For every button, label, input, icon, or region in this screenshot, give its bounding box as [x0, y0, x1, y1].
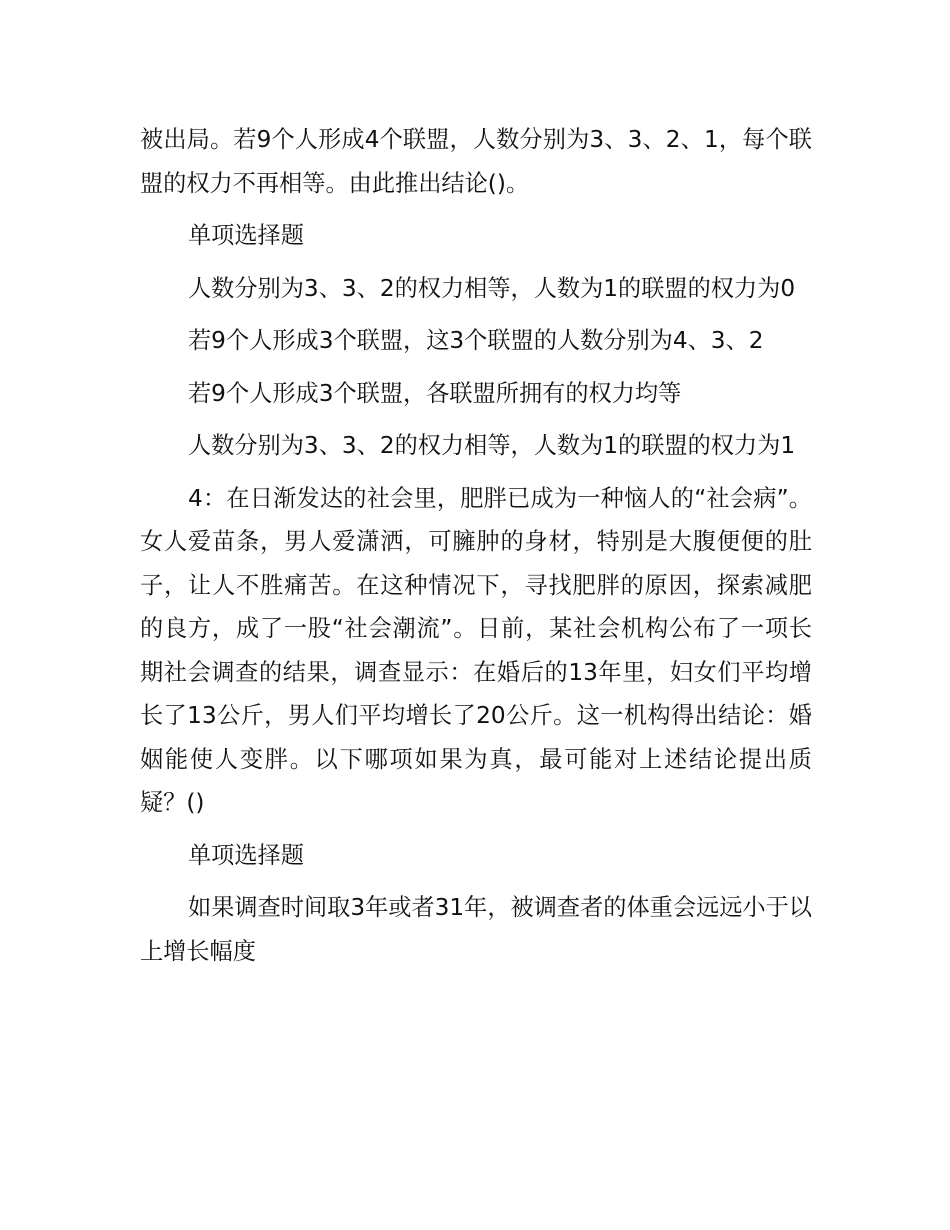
question-3-option-b: 若9个人形成3个联盟，这3个联盟的人数分别为4、3、2 — [188, 327, 764, 354]
question-3-option-c: 若9个人形成3个联盟，各联盟所拥有的权力均等 — [188, 379, 682, 407]
question-4-option-a: 如果调查时间取3年或者31年，被调查者的体重会远远小于以上增长幅度 — [140, 894, 812, 965]
document-page — [140, 118, 812, 982]
question-4-stem: 4：在日渐发达的社会里，肥胖已成为一种恼人的“社会病”。女人爱苗条，男人爱潇洒，可臃肿的身材，特别是大腹便便的肚子，让人不胜痛苦。在这种情况下，寻找肥胖的原因，探索减肥的良方，成了一股“社会潮流”。日前，某社会机构公布了一项长期社会调查的结果，调查显示：在婚后的13年里，妇女们平均增长了13公斤，男人们平均增长了20公斤。这一机构得出结论：婚姻能使人变胖。以下哪项如果为真，最可能对上述结论提出质疑？() — [140, 484, 812, 816]
previous-question-tail: 被出局。若9个人形成4个联盟，人数分别为3、3、2、1，每个联盟的权力不再相等。由此推出结论()。 — [140, 126, 812, 197]
question-3-type-label: 单项选择题 — [188, 222, 304, 249]
question-3-option-a: 人数分别为3、3、2的权力相等，人数为1的联盟的权力为0 — [188, 274, 796, 302]
question-4-type-label: 单项选择题 — [188, 841, 304, 869]
question-3-option-d: 人数分别为3、3、2的权力相等，人数为1的联盟的权力为1 — [188, 432, 796, 459]
